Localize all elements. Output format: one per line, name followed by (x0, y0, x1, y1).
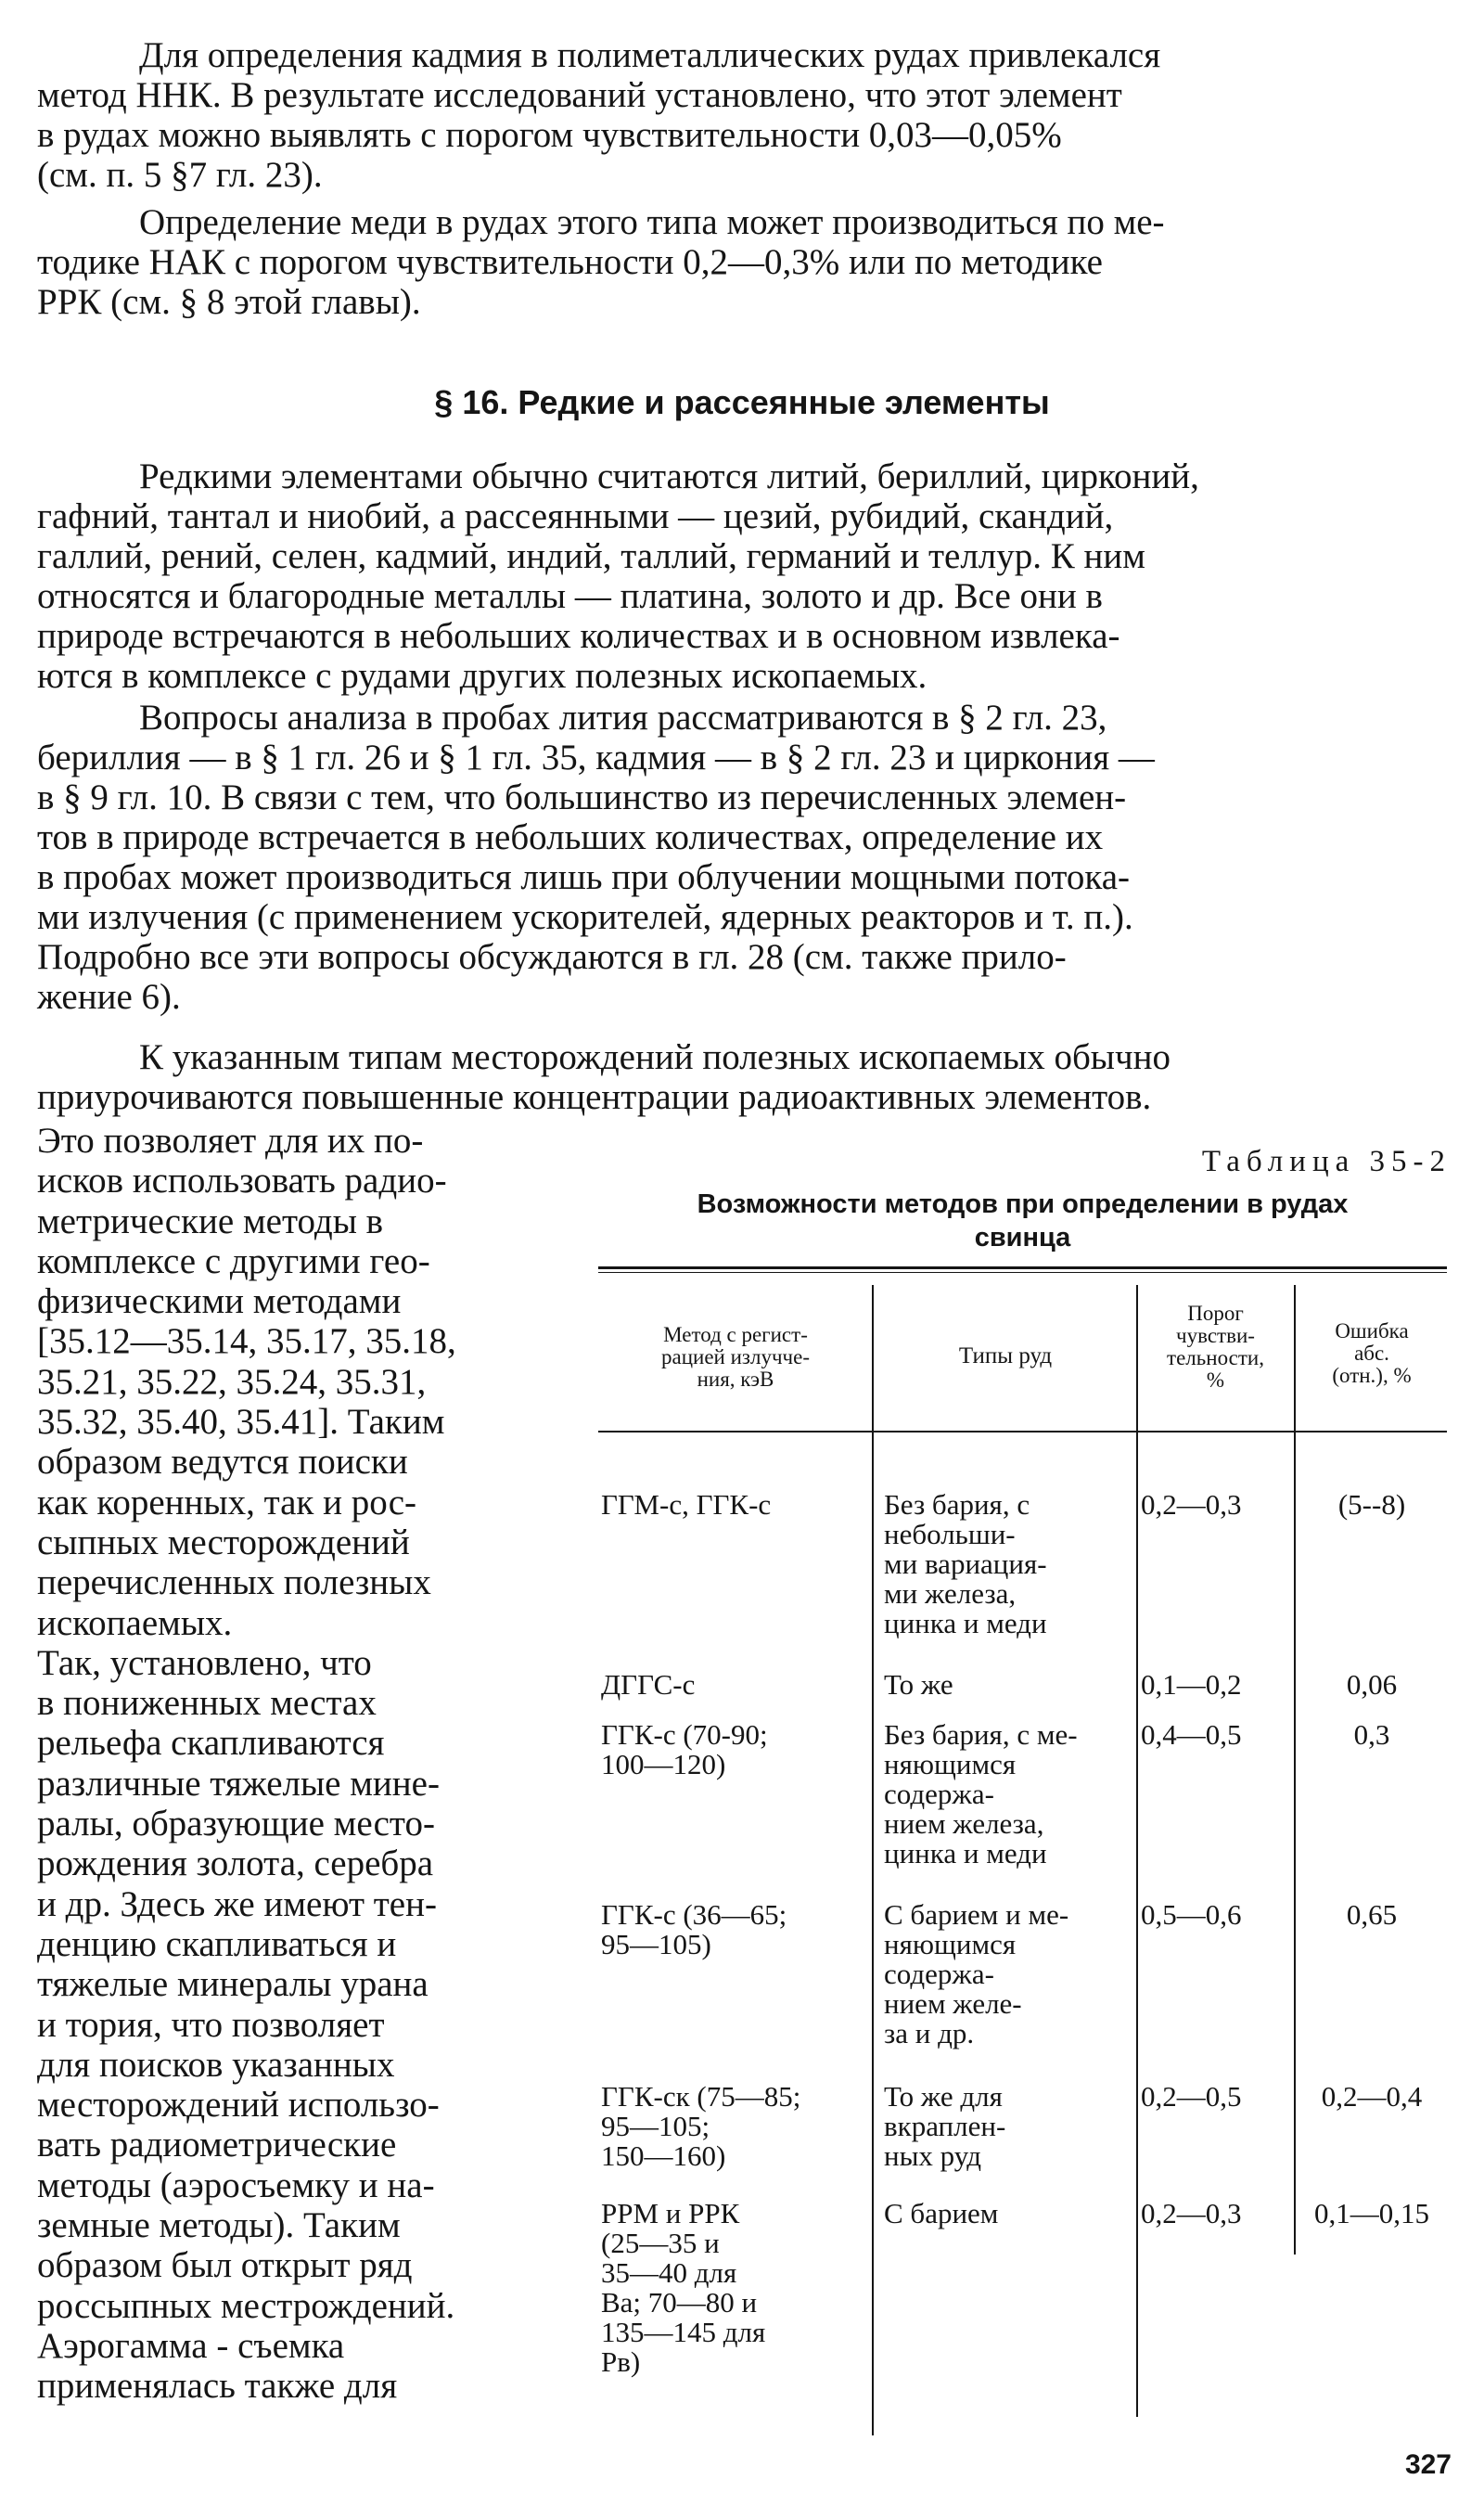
left-column-text: Это позволяет для их по- исков использовать радио- метрические методы в комплексе с другими гео- физическими методами [35.12—35.14, 35.17, 35.18, 35.21, 35.22, 35.24, 35.31, 35.32, 35.40, 35.41]. Таким образом ведутся поиски как коренных, так и рос- сыпных месторождений перечисленных полезных ископаемых. Так, установлено, что в пониженных местах рельефа скапливаются различные тяжелые мине- ралы, образующие место- рождения золота, серебра и др. Здесь же имеют тен- денцию скапливаться и тяжелые минералы урана и тория, что позволяет для поисков указанных месторождений использо- вать радиометрические методы (аэросъемку и на- земные методы). Таким образом был открыт ряд россыпных местрождений. Аэрогамма - съемка применялась также для (37, 1121, 456, 2407)
row6-threshold: 0,2—0,3 (1141, 2197, 1242, 2229)
paragraph-cadmium: Для определения кадмия в полиметаллических рудах привлекался метод ННК. В результате исследований установлено, что этот элемент в рудах можно выявлять с порогом чувствительности 0,03—0,05% (см. п. 5 §7 гл. 23). (37, 35, 1161, 195)
table-divider-1 (872, 1285, 874, 2435)
table-title: Возможности методов при определении в рудах свинца (697, 1189, 1349, 1253)
row2-ore: То же (884, 1668, 953, 1701)
header-ore-types: Типы руд (958, 1343, 1053, 1368)
row4-ore: С барием и ме- няющимся содержа- нием желе- за и др. (884, 1898, 1069, 2049)
table-caption: Таблица 35-2 (1201, 1145, 1452, 1178)
row4-threshold: 0,5—0,6 (1141, 1898, 1242, 1931)
row1-threshold: 0,2—0,3 (1141, 1488, 1242, 1521)
row1-ore: Без бария, с небольши- ми вариация- ми железа, цинка и меди (884, 1488, 1047, 1639)
paragraph-copper: Определение меди в рудах этого типа может производиться по ме- тодике НАК с порогом чувствительности 0,2—0,3% или по методике РРК (см. § 8 этой главы). (37, 202, 1165, 322)
row6-error: 0,1—0,15 (1314, 2197, 1429, 2229)
row6-method: РРМ и РРК (25—35 и 35—40 для Ва; 70—80 и 135—145 для Pв) (601, 2197, 766, 2378)
row6-ore: С барием (884, 2197, 999, 2229)
header-error: Ошибка абс. (отн.), % (1332, 1319, 1412, 1387)
row3-error: 0,3 (1353, 1718, 1390, 1751)
row2-method: ДГГС-с (601, 1668, 696, 1701)
table-header-rule (598, 1431, 1447, 1432)
row3-method: ГГК-с (70-90; 100—120) (601, 1718, 768, 1780)
table-divider-3 (1294, 1285, 1296, 2255)
page-number: 327 (1404, 2449, 1452, 2480)
row4-method: ГГК-с (36—65; 95—105) (601, 1898, 787, 1960)
table-divider-2 (1136, 1285, 1138, 2417)
row1-error: (5--8) (1337, 1488, 1406, 1521)
paragraph-analysis: Вопросы анализа в пробах лития рассматриваются в § 2 гл. 23, бериллия — в § 1 гл. 26 и § 1 гл. 35, кадмия — в § 2 гл. 23 и циркония — в § 9 гл. 10. В связи с тем, что большинство из перечисленных элемен- тов в природе встречается в небольших количествах, определение их в пробах может производиться лишь при облучении мощными потока- ми излучения (с применением ускорителей, ядерных реакторов и т. п.). Подробно все эти вопросы обсуждаются в гл. 28 (см. также прило- жение 6). (37, 698, 1155, 1017)
section-heading: § 16. Редкие и рассеянные элементы (434, 383, 1050, 421)
header-method: Метод с регист- рацией излучче- ния, кэВ (661, 1323, 810, 1391)
row5-method: ГГК-ск (75—85; 95—105; 150—160) (601, 2080, 801, 2172)
paragraph-deposits: К указанным типам месторождений полезных ископаемых обычно приурочиваются повышенные концентрации радиоактивных элементов. (37, 1037, 1171, 1117)
table-top-rule (598, 1266, 1447, 1269)
row2-threshold: 0,1—0,2 (1141, 1668, 1242, 1701)
row5-ore: То же для вкраплен- ных руд (884, 2080, 1006, 2172)
row5-threshold: 0,2—0,5 (1141, 2080, 1242, 2113)
header-threshold: Порог чувстви- тельности, % (1167, 1302, 1264, 1392)
paragraph-rare-elements: Редкими элементами обычно считаются литий, бериллий, цирконий, гафний, тантал и ниобий, а рассеянными — цезий, рубидий, скандий, галлий, рений, селен, кадмий, индий, таллий, германий и теллур. К ним относятся и благородные металлы — платина, золото и др. Все они в природе встречаются в небольших количествах и в основном извлека- ются в комплексе с рудами других полезных ископаемых. (37, 456, 1199, 696)
row3-ore: Без бария, с ме- няющимся содержа- нием железа, цинка и меди (884, 1718, 1078, 1869)
row2-error: 0,06 (1346, 1668, 1398, 1701)
row4-error: 0,65 (1346, 1898, 1398, 1931)
table-top-rule-thin (598, 1272, 1447, 1273)
row5-error: 0,2—0,4 (1321, 2080, 1423, 2113)
row1-method: ГГМ-с, ГГК-с (601, 1488, 772, 1521)
row3-threshold: 0,4—0,5 (1141, 1718, 1242, 1751)
